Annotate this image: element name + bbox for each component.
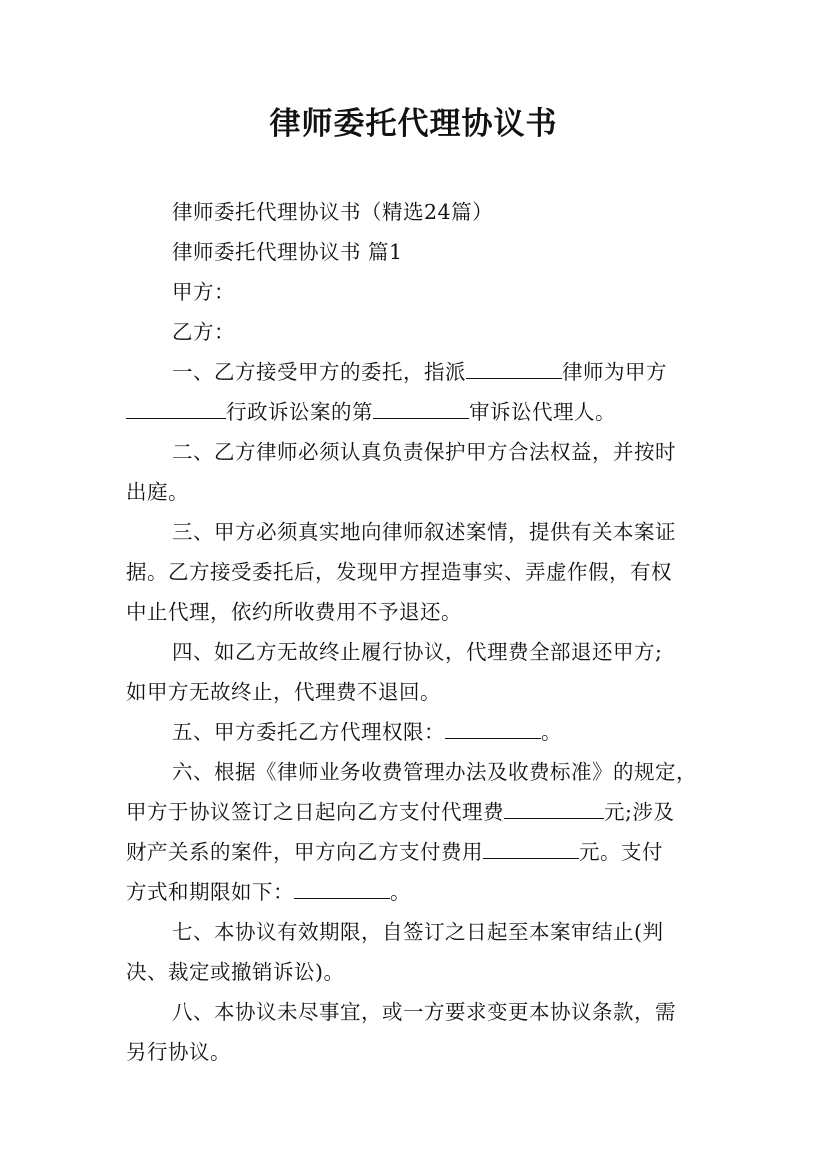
- property-fee-blank: [483, 833, 579, 859]
- clause-3-line-2: 据。乙方接受委托后，发现甲方捏造事实、弄虚作假，有权: [126, 560, 672, 584]
- clause-1-line-1: [126, 352, 706, 392]
- clause-7-line-1: 七、本协议有效期限，自签订之日起至本案审结止(判: [172, 920, 664, 944]
- party-b-label: 乙方：: [172, 320, 235, 344]
- clause-1-text-b: 律师为甲方: [562, 360, 667, 384]
- clause-2-line-2: 出庭。: [126, 480, 189, 504]
- section-heading: 律师委托代理协议书 篇1: [172, 240, 403, 264]
- clause-1: [126, 352, 706, 432]
- clause-2-line-1: 二、乙方律师必须认真负责保护甲方合法权益，并按时: [172, 440, 676, 464]
- clause-4-line-2: 如甲方无故终止，代理费不退回。: [126, 680, 441, 704]
- clause-1-text-a: 一、乙方接受甲方的委托，指派: [172, 360, 466, 384]
- case-name-blank: [126, 393, 226, 419]
- clause-6-text-a: 甲方于协议签订之日起向乙方支付代理费: [126, 800, 504, 824]
- clause-5: [126, 712, 706, 752]
- clause-6-text-c: 财产关系的案件，甲方向乙方支付费用: [126, 840, 483, 864]
- clause-2: [126, 432, 706, 512]
- clause-5-text-b: 。: [541, 720, 562, 744]
- clause-4: [126, 632, 706, 712]
- payment-terms-blank: [294, 873, 390, 899]
- clause-8-line-2: 另行协议。: [126, 1040, 231, 1064]
- clause-6-text-e: 方式和期限如下：: [126, 880, 294, 904]
- document-body: [126, 192, 706, 1072]
- clause-3-line-1: 三、甲方必须真实地向律师叙述案情，提供有关本案证: [172, 520, 676, 544]
- authority-scope-blank: [445, 713, 541, 739]
- clause-8: [126, 992, 706, 1072]
- clause-6-line-3: [126, 832, 706, 872]
- clause-5-text-a: 五、甲方委托乙方代理权限：: [172, 720, 445, 744]
- clause-6-text-f: 。: [390, 880, 411, 904]
- trial-instance-blank: [373, 393, 469, 419]
- clause-6-text-d: 元。支付: [579, 840, 663, 864]
- clause-7: [126, 912, 706, 992]
- clause-1-line-2: [126, 392, 706, 432]
- clause-5-line-1: [126, 712, 706, 752]
- party-a-label: 甲方：: [172, 280, 235, 304]
- clause-4-line-1: 四、如乙方无故终止履行协议，代理费全部退还甲方;: [172, 640, 663, 664]
- lawyer-name-blank: [466, 353, 562, 379]
- clause-1-text-c: 行政诉讼案的第: [226, 400, 373, 424]
- clause-6-text-b: 元;涉及: [604, 800, 675, 824]
- clause-6: [126, 752, 706, 912]
- clause-6-line-2: [126, 792, 706, 832]
- clause-8-line-1: 八、本协议未尽事宜，或一方要求变更本协议条款，需: [172, 1000, 676, 1024]
- clause-6-line-1: 六、根据《律师业务收费管理办法及收费标准》的规定，: [172, 760, 697, 784]
- clause-6-line-4: [126, 872, 706, 912]
- clause-3-line-3: 中止代理，依约所收费用不予退还。: [126, 600, 462, 624]
- agency-fee-blank: [504, 793, 604, 819]
- document-title: 律师委托代理协议书: [269, 106, 558, 142]
- subtitle: 律师委托代理协议书（精选24篇）: [172, 200, 494, 224]
- clause-1-text-d: 审诉讼代理人。: [469, 400, 616, 424]
- clause-3: [126, 512, 706, 632]
- clause-7-line-2: 决、裁定或撤销诉讼)。: [126, 960, 345, 984]
